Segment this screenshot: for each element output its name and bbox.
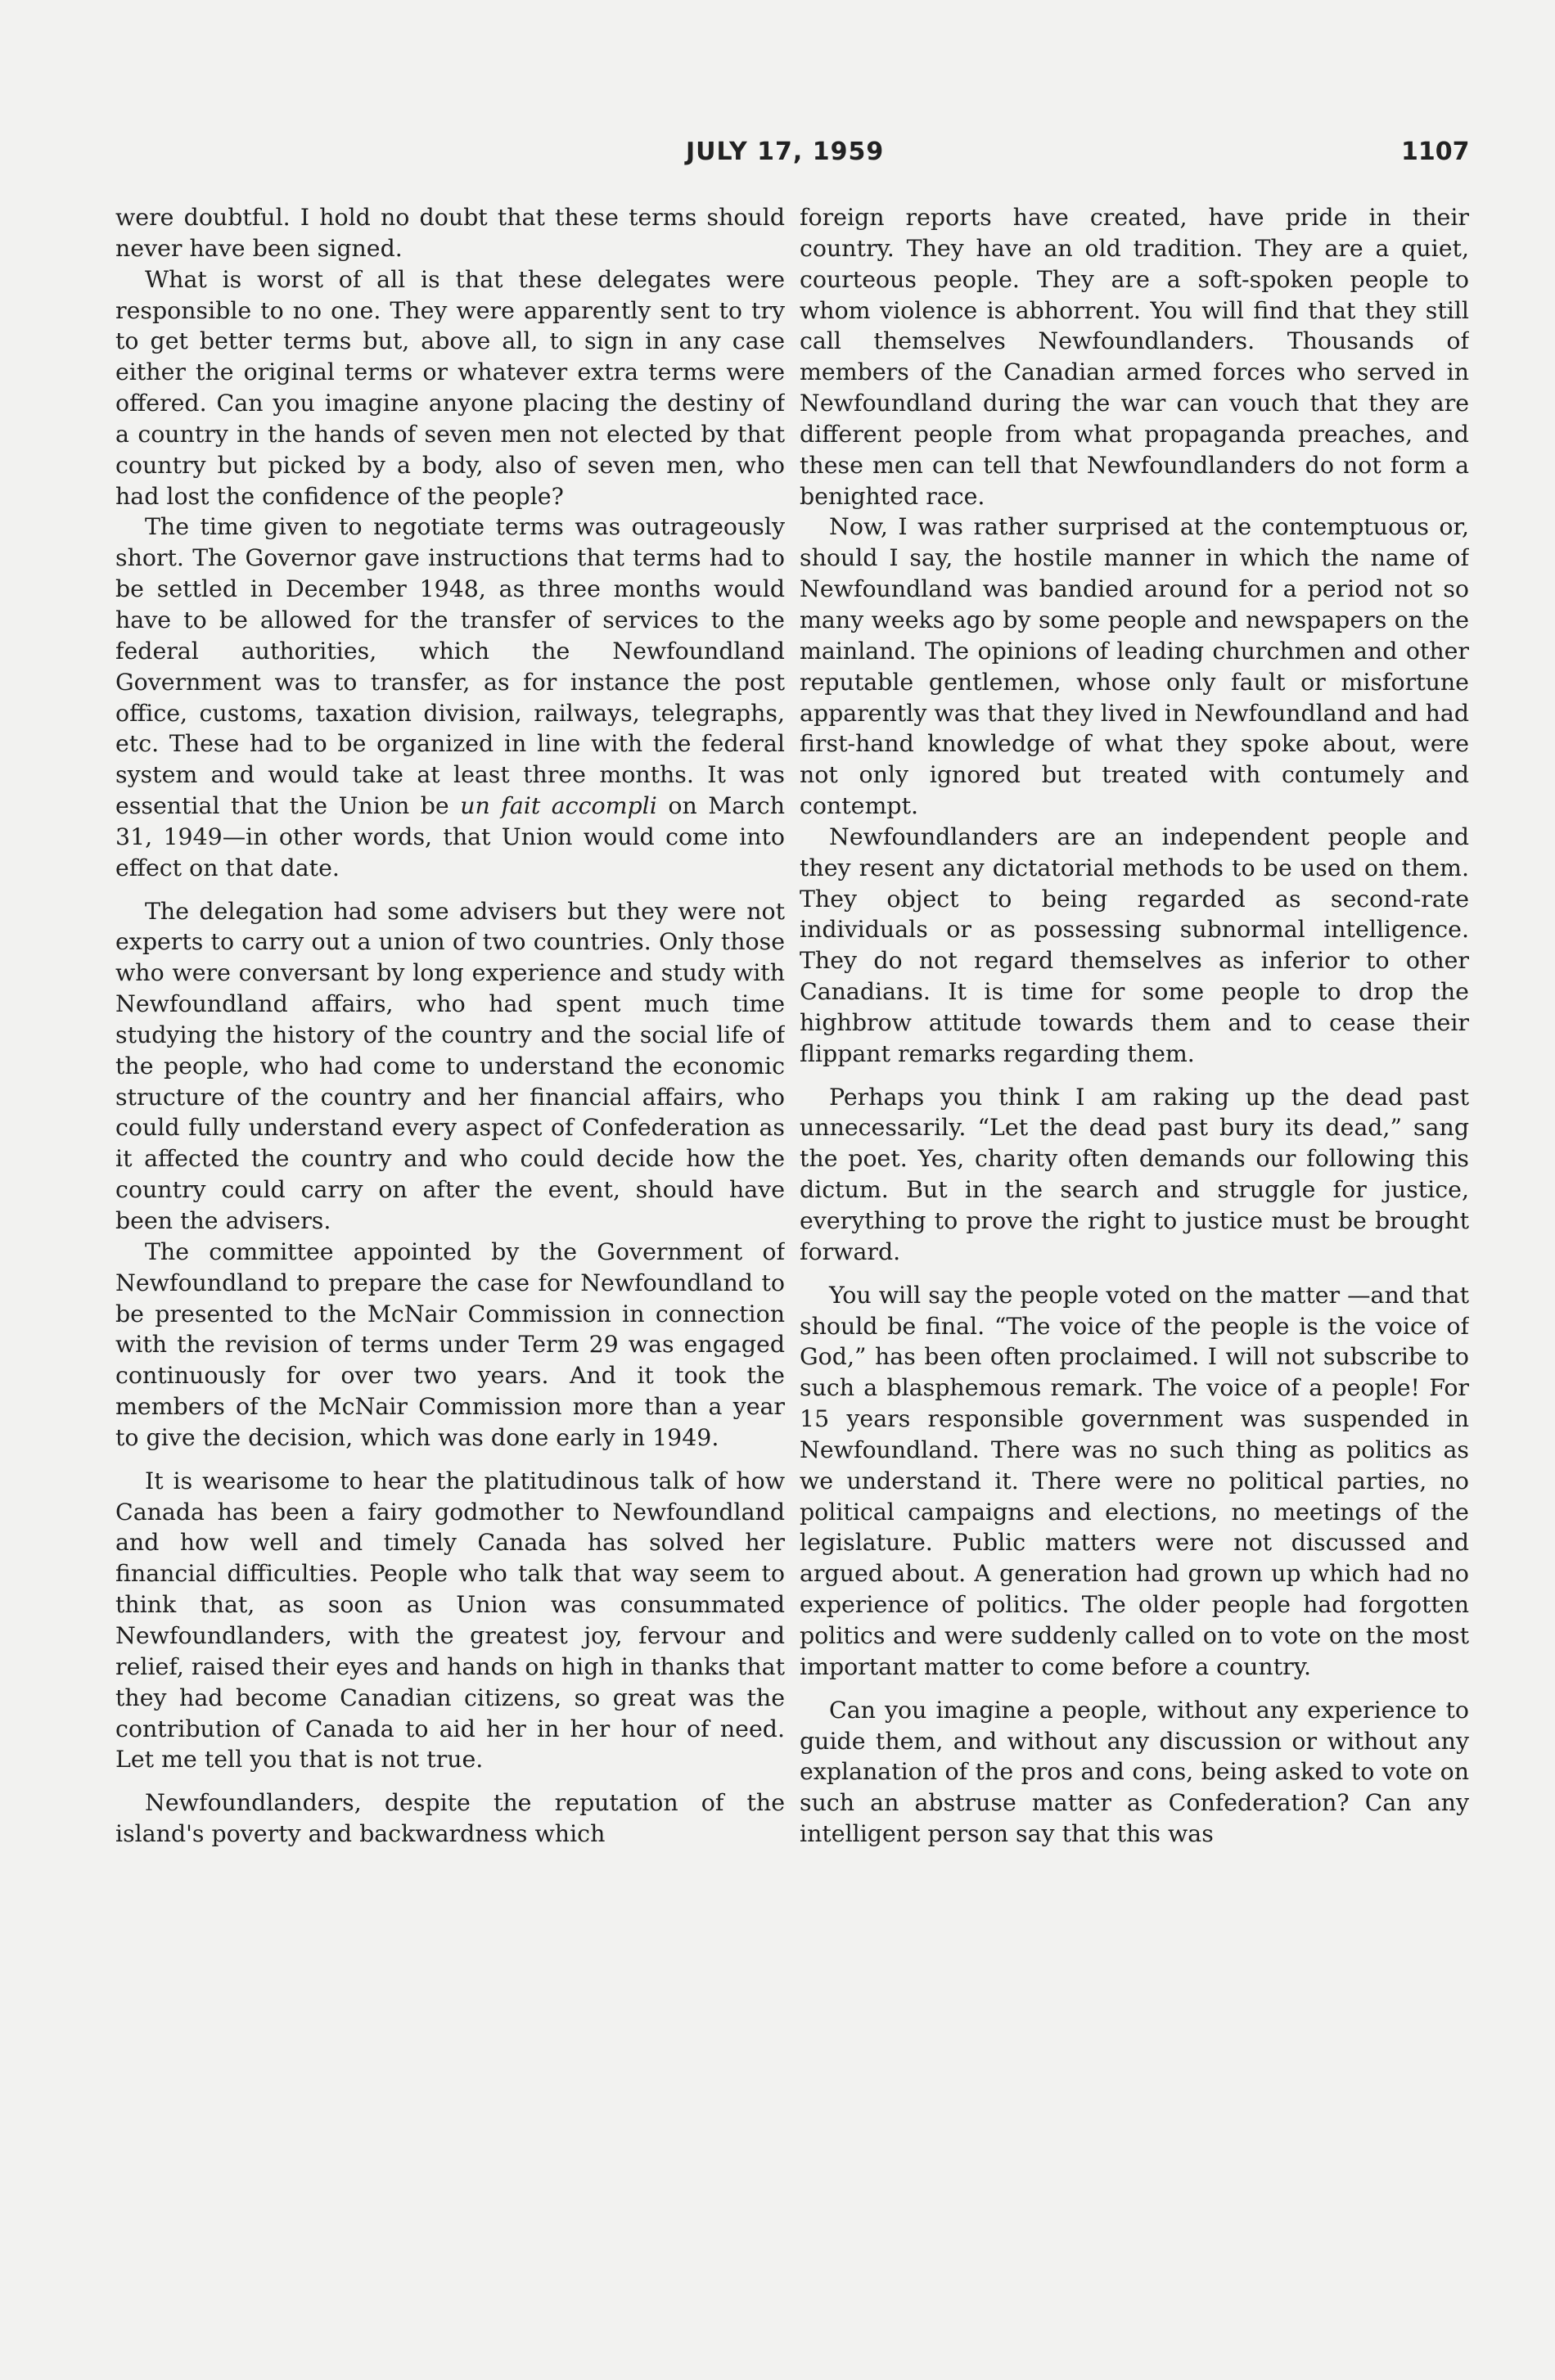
paragraph: foreign reports have created, have pride in their country. They have an old tradition. They are a quiet, courteous people. They are a soft-spoken people to whom violence is abhorrent. You will find that they still call themselves Newfoundlanders. Thousands of members of the Canadian armed forces who served in Newfoundland during the war can vouch that they are different people from what propaganda preaches, and these men can tell that Newfoundlanders do not form a benighted race. <box>800 204 1469 510</box>
running-head-date: JULY 17, 1959 <box>686 137 885 166</box>
page-header <box>0 0 1555 180</box>
paragraph <box>115 512 785 883</box>
paragraph: Perhaps you think I am raking up the dead past unnecessarily. “Let the dead past bury its dead,” sang the poet. Yes, charity often demands our following this dictum. But in the search and struggle for justice, everything to prove the right to justice must be brought forward. <box>800 1083 1469 1265</box>
paragraph: It is wearisome to hear the platitudinous talk of how Canada has been a fairy godmother to Newfoundland and how well and timely Canada has solved her financial difficulties. People who talk that way seem to think that, as soon as Union was consummated Newfoundlanders, with the greatest joy, fervour and relief, raised their eyes and hands on high in thanks that they had become Canadian citizens, so great was the contribution of Canada to aid her in her hour of need. Let me tell you that is not true. <box>115 1467 785 1774</box>
right-column <box>800 202 1469 2199</box>
paragraph: The committee appointed by the Government of Newfoundland to prepare the case for Newfoundland to be presented to the McNair Commission in connection with the revision of terms under Term 29 was engaged continuously for over two years. And it took the members of the McNair Commission more than a year to give the decision, which was done early in 1949. <box>115 1237 785 1451</box>
paragraph: The delegation had some advisers but they were not experts to carry out a union of two countries. Only those who were conversant by long experience and study with Newfoundland affairs, who had spent much time studying the history of the country and the social life of the people, who had come to understand the economic structure of the country and her financial affairs, who could fully understand every aspect of Confederation as it affected the country and who could decide how the country could carry on after the event, should have been the advisers. <box>115 897 785 1234</box>
paragraph: Now, I was rather surprised at the contemptuous or, should I say, the hostile manner in which the name of Newfoundland was bandied around for a period not so many weeks ago by some people and newspapers on the mainland. The opinions of leading churchmen and other reputable gentlemen, whose only fault or misfortune apparently was that they lived in Newfoundland and had first-hand knowledge of what they spoke about, were not only ignored but treated with contumely and contempt. <box>800 513 1469 820</box>
page-number: 1107 <box>1401 137 1470 166</box>
paragraph: You will say the people voted on the matter —and that should be final. “The voice of the people is the voice of God,” has been often proclaimed. I will not subscribe to such a blasphemous remark. The voice of a people! For 15 years responsible government was suspended in Newfoundland. There was no such thing as politics as we understand it. There were no political parties, no political campaigns and elections, no meetings of the legislature. Public matters were not discussed and argued about. A generation had grown up which had no experience of politics. The older people had forgotten politics and were suddenly called on to vote on the most important matter to come before a country. <box>800 1281 1469 1680</box>
paragraph: Newfoundlanders, despite the reputation of the island's poverty and backwardness which <box>115 1789 785 1848</box>
paragraph: What is worst of all is that these delegates were responsible to no one. They were apparently sent to try to get better terms but, above all, to sign in any case either the original terms or whatever extra terms were offered. Can you imagine anyone placing the destiny of a country in the hands of seven men not elected by that country but picked by a body, also of seven men, who had lost the confidence of the people? <box>115 265 785 510</box>
paragraph: were doubtful. I hold no doubt that these terms should never have been signed. <box>115 204 785 262</box>
italic-phrase: un fait accompli <box>460 792 657 820</box>
paragraph: Can you imagine a people, without any experience to guide them, and without any discussion or without any explanation of the pros and cons, being asked to vote on such an abstruse matter as Confederation? Can any intelligent person say that this was <box>800 1696 1469 1848</box>
left-column <box>115 202 785 2199</box>
paragraph-text: The time given to negotiate terms was outrageously short. The Governor gave instructions that terms had to be settled in December 1948, as three months would have to be allowed for the transfer of services to the federal authorities, which the Newfoundland Government was to transfer, as for instance the post office, customs, taxation division, railways, telegraphs, etc. These had to be organized in line with the federal system and would take at least three months. It was essential that the Union be <box>115 513 785 820</box>
paragraph: Newfoundlanders are an independent people and they resent any dictatorial methods to be used on them. They object to being regarded as second-rate individuals or as possessing subnormal intelligence. They do not regard themselves as inferior to other Canadians. It is time for some people to drop the highbrow attitude towards them and to cease their flippant remarks regarding them. <box>800 823 1469 1067</box>
paragraph-text: on March 31, 1949—in other words, that Union would come into effect on that date. <box>115 792 785 881</box>
